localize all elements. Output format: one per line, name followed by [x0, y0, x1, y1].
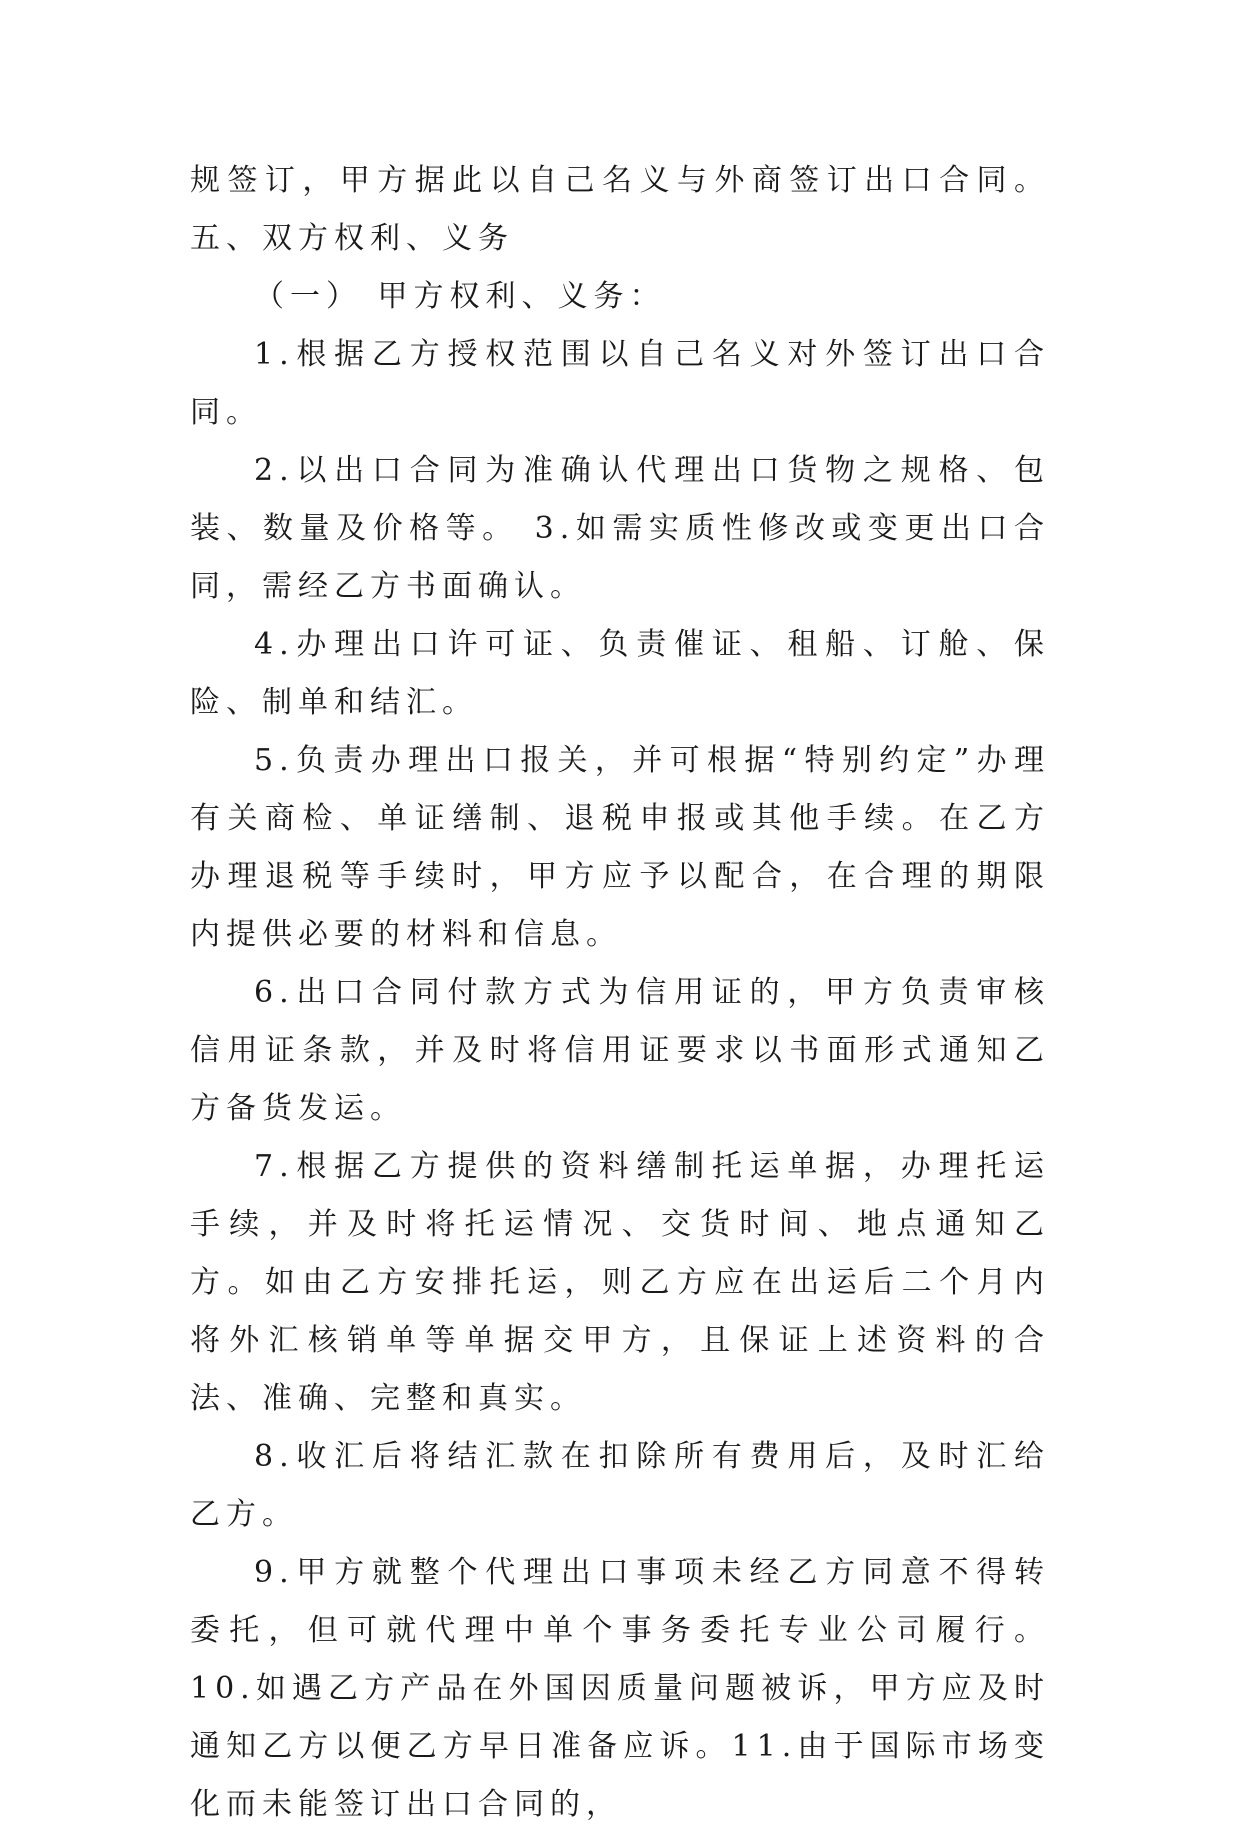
paragraph-item-1: 1.根据乙方授权范围以自己名义对外签订出口合同。 [190, 337, 1050, 430]
document-body [190, 152, 1050, 1834]
paragraph-section-heading: （一） 甲方权利、义务： [254, 279, 666, 314]
paragraph-item-9-11: 9.甲方就整个代理出口事项未经乙方同意不得转委托，但可就代理中单个事务委托专业公司履行。 10.如遇乙方产品在外国因质量问题被诉，甲方应及时通知乙方以便乙方早日准备应诉。11.由于国际市场变化而未能签订出口合同的， [190, 1555, 1050, 1822]
paragraph-item-7: 7.根据乙方提供的资料缮制托运单据，办理托运手续，并及时将托运情况、交货时间、地点通知乙方。如由乙方安排托运，则乙方应在出运后二个月内将外汇核销单等单据交甲方，且保证上述资料的合法、准确、完整和真实。 [190, 1149, 1050, 1416]
paragraph-item-5: 5.负责办理出口报关，并可根据“特别约定”办理有关商检、单证缮制、退税申报或其他手续。在乙方办理退税等手续时，甲方应予以配合，在合理的期限内提供必要的材料和信息。 [190, 743, 1050, 952]
paragraph-item-8: 8.收汇后将结汇款在扣除所有费用后，及时汇给乙方。 [190, 1439, 1050, 1532]
paragraph-item-6: 6.出口合同付款方式为信用证的，甲方负责审核信用证条款，并及时将信用证要求以书面形式通知乙方备货发运。 [190, 975, 1050, 1126]
paragraph-continuation: 规签订，甲方据此以自己名义与外商签订出口合同。 五、双方权利、义务 [190, 163, 1050, 256]
paragraph-item-2-3: 2.以出口合同为准确认代理出口货物之规格、包装、数量及价格等。 3.如需实质性修改或变更出口合同，需经乙方书面确认。 [190, 453, 1050, 604]
paragraph-item-4: 4.办理出口许可证、负责催证、租船、订舱、保险、制单和结汇。 [190, 627, 1050, 720]
